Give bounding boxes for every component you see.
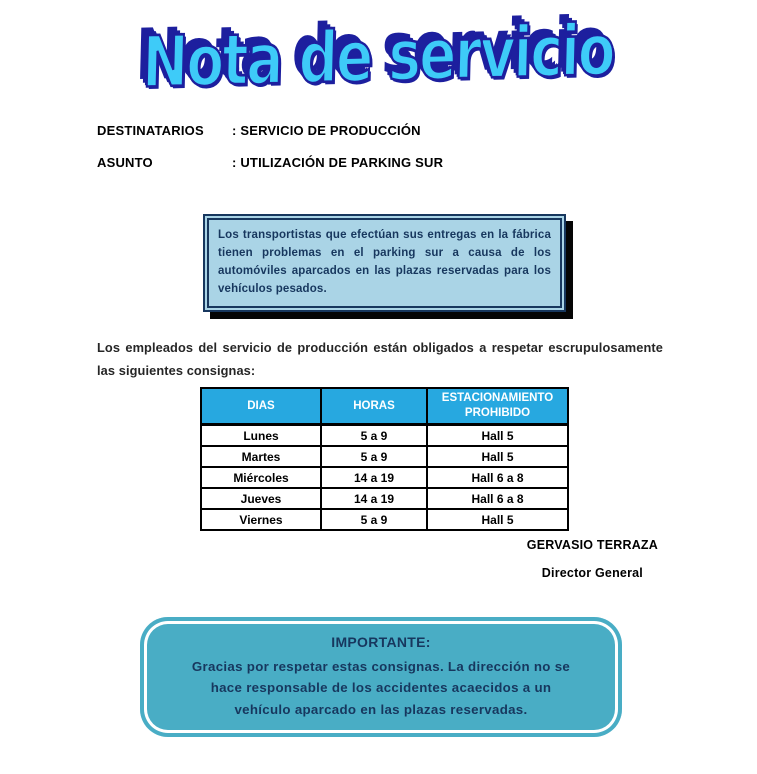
- table-cell: Hall 6 a 8: [427, 467, 568, 488]
- table-cell: 14 a 19: [321, 488, 427, 509]
- signature-block: [527, 538, 658, 580]
- table-cell: 5 a 9: [321, 425, 427, 447]
- table-row: [201, 425, 568, 447]
- asunto-value: : UTILIZACIÓN DE PARKING SUR: [232, 155, 444, 170]
- table-cell: 5 a 9: [321, 509, 427, 530]
- important-line-3: vehículo aparcado en las plazas reservadas.: [234, 701, 528, 717]
- table-row: [201, 446, 568, 467]
- schedule-table-head: [201, 388, 568, 425]
- field-row-destinatarios: [97, 123, 657, 138]
- important-heading: IMPORTANTE:: [331, 634, 431, 650]
- table-cell: Hall 6 a 8: [427, 488, 568, 509]
- header-fields: [97, 123, 657, 187]
- table-cell: 14 a 19: [321, 467, 427, 488]
- table-cell: Viernes: [201, 509, 321, 530]
- signature-role: Director General: [541, 566, 643, 580]
- page-title-wordart: [137, 9, 619, 104]
- schedule-table: [200, 387, 569, 531]
- important-box: [140, 617, 622, 737]
- page-title-text: Nota de servicio: [141, 8, 615, 104]
- table-row: [201, 509, 568, 530]
- table-row: [201, 467, 568, 488]
- signature-name: GERVASIO TERRAZA: [526, 538, 658, 552]
- important-line-1: Gracias por respetar estas consignas. La dirección no se: [191, 659, 571, 674]
- header-cell-horas: HORAS: [321, 388, 427, 425]
- table-cell: 5 a 9: [321, 446, 427, 467]
- destinatarios-label: DESTINATARIOS: [97, 123, 204, 138]
- table-cell: Martes: [201, 446, 321, 467]
- table-row: [201, 488, 568, 509]
- intro-paragraph: Los empleados del servicio de producción están obligados a respetar escrupulosamente las siguientes consignas:: [97, 340, 663, 379]
- table-cell: Hall 5: [427, 425, 568, 447]
- schedule-table-body: [201, 425, 568, 531]
- header-cell-estacionamiento: ESTACIONAMIENTO PROHIBIDO: [427, 388, 568, 425]
- asunto-label: ASUNTO: [97, 155, 153, 170]
- table-cell: Lunes: [201, 425, 321, 447]
- header-cell-dias: DIAS: [201, 388, 321, 425]
- important-line-2: hace responsable de los accidentes acaecidos a un: [210, 680, 552, 696]
- destinatarios-value: : SERVICIO DE PRODUCCIÓN: [232, 123, 421, 138]
- table-cell: Hall 5: [427, 446, 568, 467]
- table-cell: Hall 5: [427, 509, 568, 530]
- table-cell: Miércoles: [201, 467, 321, 488]
- table-header-row: [201, 388, 568, 425]
- field-row-asunto: [97, 155, 657, 170]
- notice-box-text: Los transportistas que efectúan sus entregas en la fábrica tienen problemas en el parking sur a causa de los automóviles aparcados en las plazas reservadas para los vehículos pesados.: [207, 218, 562, 308]
- table-cell: Jueves: [201, 488, 321, 509]
- notice-box: [203, 214, 566, 312]
